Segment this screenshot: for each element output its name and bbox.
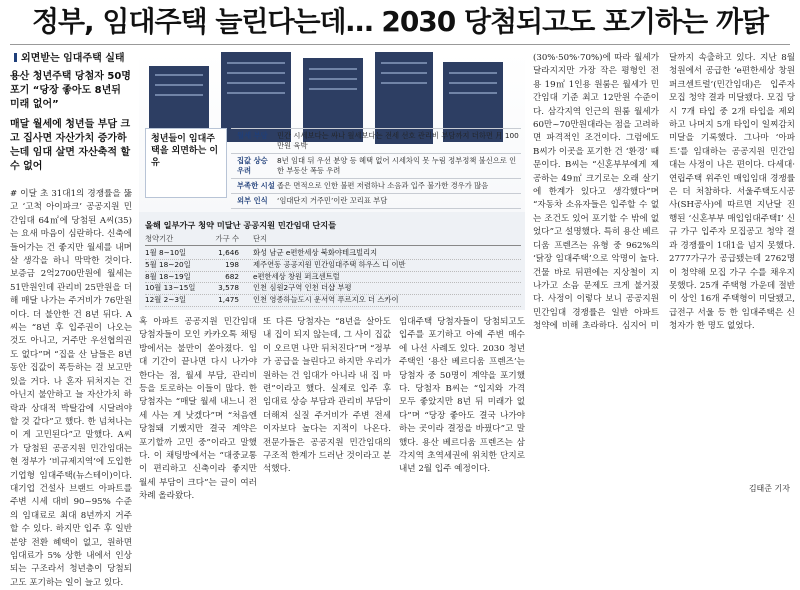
headline-rule — [10, 44, 790, 45]
body-column-2: 혹 아파트 공공지원 민간임대 당첨자들이 모인 카카오톡 채팅방에서는 불만이 쏟아졌다. 임대 기간이 끝나면 다시 나가야 한다는 점, 월세 부담, 관리비 등을 토로하는 이들이 많다. 한 당첨자는 “매달 월세 내느니 전세 사는 게 낫겠다”며 “처음엔 당첨돼 기뻤지만 결국 계약은 포기할까 고민 중”이라고 말했다. 이 채팅방에서는 “대중교통이 편리하고 신축이라 좋지만 월세 부담이 크다”는 글이 여러 차례 올라왔다. — [139, 317, 257, 502]
table-row — [145, 260, 521, 272]
body-column-5: (30%·50%·70%)에 따라 월세가 달라지지만 가장 작은 평형인 전용 19㎡ 1인용 원룸은 월세가 민간임대 기준 최고 12만원 수준이다. 삼각지역 인근의 원룸 월세가 60만~70만원대라는 점을 고려하면 파격적인 조건이다. 그럼에도 B씨가 이곳을 포기한 건 ‘환경’ 때문이다. B씨는 “신혼부부에게 제공하는 49㎡ 크기로는 오래 살기에 한계가 있다고 생각했다”며 “자동차 소유자들은 입주할 수 없는 조건도 있어 포기할 수 밖에 없었다”고 설명했다. 특히 용산 베르디움 프렌즈는 유형 중 962%의 ‘닭장 임대주택’으로 악명이 높다. 건물 바로 뒤편에는 지상철이 지나가고 소음 문제도 크게 불거졌다. 사정이 이렇다 보니 공공지원 민간임대 경쟁률은 일반 아파트 청약에 비해 초라하다. 심지어 미달까지 속출하고 있다. 지난 8월 청원에서 공급한 ‘e편한세상 창원 퍼크센트럴’(민간임대)은 입주자 모집 청약 결과 미달됐다. 모집 당시 7개 타입 중 2개 타입을 제외하고 나머지 5개 타입이 일찌감치 미달을 기록했다. 그나마 ‘아파트’를 임대하는 공공지원 민간임대는 사정이 나은 편이다. 다세대·연립주택 위주인 매입임대 경쟁률은 더 처참하다. 서울주택도시공사(SH공사)에 따르면 지난달 진행된 ‘신혼부부 매입임대주택Ⅰ’ 신규 가구 입주자 모집공고 청약 결과 경쟁률이 1대1을 넘지 못했다. 2777가구가 공급됐는데 2762명이 청약해 모집 가구 수를 채우지 못했다. 25개 주택형 가운데 절반이 상인 16개 주택형이 미달됐고, 급전구 서울 등 한 임대주택은 신청자가 한 명도 없었다. — [533, 53, 795, 332]
deck-2: 매달 월세에 청년들 부담 크고 집사면 자산가치 증가하는데 임대 살면 자산축적 할수 없어 — [10, 119, 131, 172]
table-row — [145, 272, 521, 284]
table-title: 올해 일부가구 청약 미달난 공공지원 민간임대 단지들 — [145, 220, 337, 230]
reason-desc: 좁은 면적으로 인한 불편 저렴하나 소음과 입주 불가한 경우가 많음 — [277, 181, 489, 190]
reason-row — [231, 128, 521, 153]
reasons-list — [231, 128, 521, 209]
reason-row — [231, 153, 521, 178]
reason-desc: 민간 시세보다는 싸나 월세보다는 전세 선호 관리비 부담까지 더하면 月 100만원 육박 — [277, 131, 519, 150]
cell-complex: 인천 영종하늘도시 운서역 푸르지오 더 스카이 — [253, 295, 399, 305]
byline: 김태준 기자 — [748, 484, 790, 493]
deck-1: 용산 청년주택 당첨자 50명포기 “당장 좋아도 8년뒤 미래 없어” — [10, 71, 131, 110]
table-header-units: 가구 수 — [215, 234, 239, 243]
infographic-box-title: 청년들이 임대주택을 외면하는 이유 — [145, 128, 227, 198]
reason-label: 집값 상승 우려 — [237, 156, 268, 175]
reason-desc: ‘임대단지 거주민’이란 꼬리표 부담 — [277, 196, 388, 205]
table-header-complex: 단지 — [253, 234, 268, 243]
headline: 정부, 임대주택 늘린다는데… 2030 당첨되고도 포기하는 까닭 — [31, 5, 769, 38]
table-row — [145, 283, 521, 295]
cell-complex: 제주연동 공공지원 민간임대주택 하우스 디 이반 — [253, 259, 406, 269]
table-body — [145, 248, 521, 307]
table-row — [145, 295, 521, 307]
cell-units: 1,646 — [218, 248, 239, 257]
cell-units: 1,475 — [218, 295, 239, 305]
cell-period: 10월 13~15일 — [145, 283, 196, 293]
table-header-period: 청약기간 — [145, 234, 174, 243]
body-column-3: 또 다른 당첨자는 “8년을 살아도 내 집이 되지 않는데, 그 사이 집값이 오르면 나만 뒤처진다”며 “정부가 공급을 늘린다고 하지만 우리가 원하는 건 임대가 아니라 내 집 마련”이라고 했다. 실제로 입주 후 임대료 상승 부담과 관리비 부담이 더해져 실질 주거비가 주변 전세 이자보다 높다는 지적이 나온다. 전문가들은 공공지원 민간임대의 구조적 한계가 드러난 것이라고 분석했다. — [263, 317, 391, 475]
table-row — [145, 248, 521, 260]
reason-label: 월세 부담 — [237, 131, 268, 140]
reason-row — [231, 178, 521, 193]
sidebar-decks — [10, 52, 132, 184]
table-header — [145, 234, 521, 246]
cell-units: 198 — [225, 259, 239, 269]
cell-period: 8월 18~19일 — [145, 271, 191, 281]
body-column-1: # 이달 초 31대1의 경쟁률을 뚫고 ‘고척 아이파크’ 공공지원 민간임대 64㎡에 당첨된 A씨(35)는 요새 마음이 심란하다. 신축에 들어가는 건 좋지만 월세를 내며 살 생각을 하니 막막한 것이다. 보증금 2억2700만원에 월세는 51만원인데 관리비 25만원을 더해 매달 나가는 주거비가 76만원이다. 더 불안한 건 8년 뒤다. A씨는 “8년 후 입주권이 나오는 것도 아니고, 거주만 우선협의권도 없다”며 “집을 산 남들은 8년 동안 집값이 폭등하는 걸 보고만 있을 거다. 나 혼자 뒤처지는 건 아닌지 불안하고 늘 자산가치 하락과 상대적 박탈감에 시달려야 할 것 같다”고 했다. 한 넘쳐나는 이 게 고민된다”고 말했다. A씨가 당첨된 공공지원 민간임대는 현 정부가 ‘비규제지역’에 도입한 기업형 임대주택(뉴스테이)이다. 대기업 건설사 브랜드 아파트를 주변 시세 대비 90~95% 수준의 임대료로 최대 8년까지 거주할 수 있다. 하지만 입주 후 일반분양 전환 혜택이 없고, 원하면 임대료가 5% 상한 내에서 인상되는 구조라서 청년층이 당첨되고도 포기하는 일이 늘고 있다. — [10, 189, 132, 588]
cell-units: 3,578 — [218, 283, 239, 293]
cell-period: 5월 18~20일 — [145, 259, 191, 269]
reason-row — [231, 193, 521, 209]
cell-complex: e편한세상 창원 퍼크센트럴 — [253, 271, 340, 281]
reason-desc: 8년 임대 뒤 우선 분양 등 혜택 없어 시세차익 못 누림 정부정책 불신으로 인한 부동산 폭등 우려 — [277, 156, 517, 175]
kicker: 외면받는 임대주택 실태 — [10, 52, 132, 66]
cell-period: 12월 2~3일 — [145, 295, 187, 305]
cell-period: 1월 8~10일 — [145, 248, 187, 257]
cell-complex: 인천 심원2구역 인천 더샵 부평 — [253, 283, 352, 293]
cell-complex: 화성 남군 e편한세상 북화야테크빌리지 — [253, 248, 378, 257]
cell-units: 682 — [225, 271, 239, 281]
reason-label: 부족한 시설 — [237, 181, 275, 190]
reason-label: 외부 인식 — [237, 196, 268, 205]
body-column-4: 임대주택 당첨자들이 당첨되고도 입주를 포기하고 아예 주변 매수에 나선 사례도 있다. 2030 청년주택인 ‘용산 베르디움 프렌즈’는 당첨자 중 50명이 계약을 포기했다. 당첨자 B씨는 “입지와 가격 모두 좋았지만 8년 뒤 미래가 없다”며 “당장 좋아도 결국 나가야 하는 곳이라 결정을 바꿨다”고 말했다. 용산 베르디움 프렌즈는 삼각지역 초역세권에 위치한 단지로 내년 2월 입주 예정이다. — [399, 317, 525, 475]
infographic — [139, 52, 525, 310]
